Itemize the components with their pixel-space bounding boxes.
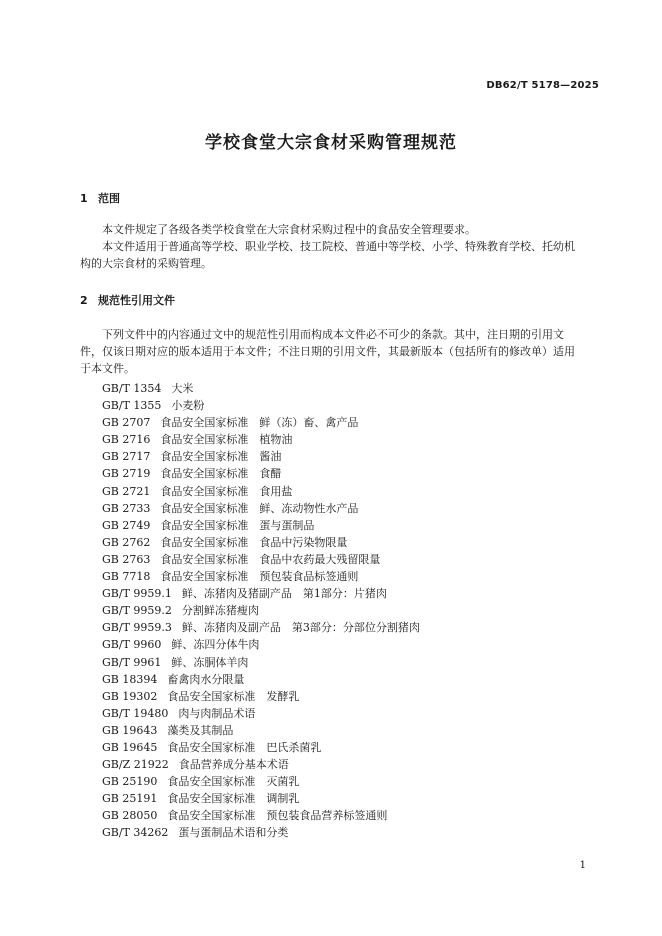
reference-title: 食品安全国家标准 蛋与蛋制品	[160, 518, 315, 532]
reference-code: GB/Z 21922	[102, 758, 169, 772]
reference-title: 鲜、冻猪肉及猪副产品 第1部分：片猪肉	[181, 587, 387, 601]
reference-item	[102, 824, 420, 841]
document-title: 学校食堂大宗食材采购管理规范	[205, 133, 457, 153]
reference-item	[102, 431, 420, 448]
reference-title: 食品安全国家标准 食品中污染物限量	[160, 535, 348, 549]
section-1-paragraph-2	[80, 238, 602, 272]
reference-item	[102, 807, 420, 824]
reference-title: 食品安全国家标准 食醋	[160, 467, 282, 481]
reference-title: 食品安全国家标准 预包装食品营养标签通则	[167, 809, 388, 823]
reference-code: GB/T 1354	[102, 382, 162, 395]
section-2-heading	[80, 292, 175, 308]
reference-code: GB 2763	[102, 552, 151, 566]
reference-item	[102, 671, 420, 688]
section-1-title: 范围	[98, 192, 120, 205]
reference-item	[102, 585, 420, 602]
reference-code: GB 2707	[102, 416, 151, 430]
reference-code: GB 25191	[102, 792, 158, 806]
reference-title: 食品安全国家标准 发酵乳	[167, 689, 300, 703]
reference-code: GB 28050	[102, 809, 158, 823]
section-1-number: 1	[80, 192, 88, 205]
section-1-heading	[80, 190, 120, 206]
reference-item	[102, 756, 420, 773]
reference-title: 大米	[171, 382, 194, 395]
reference-title: 食品安全国家标准 鲜、冻动物性水产品	[160, 501, 359, 515]
reference-code: GB 18394	[102, 672, 158, 686]
reference-item	[102, 517, 420, 534]
reference-item	[102, 414, 420, 431]
reference-code: GB/T 9959.1	[102, 587, 172, 601]
reference-title: 食品安全国家标准 食用盐	[160, 484, 293, 498]
reference-code: GB 2749	[102, 518, 151, 532]
reference-item	[102, 380, 420, 397]
reference-item	[102, 688, 420, 705]
reference-title: 畜禽肉水分限量	[167, 672, 245, 686]
reference-item	[102, 654, 420, 671]
reference-code: GB 2719	[102, 467, 151, 481]
reference-title: 鲜、冻猪肉及副产品 第3部分：分部位分割猪肉	[181, 621, 420, 635]
reference-code: GB/T 9961	[102, 655, 162, 669]
reference-item	[102, 773, 420, 790]
reference-code: GB 2762	[102, 535, 151, 549]
reference-item	[102, 722, 420, 739]
paragraph-line: 本文件规定了各级各类学校食堂在大宗食材采购过程中的食品安全管理要求。	[102, 223, 476, 236]
reference-code: GB/T 9959.2	[102, 604, 172, 618]
section-2-intro	[80, 326, 602, 377]
reference-item	[102, 534, 420, 551]
reference-code: GB/T 19480	[102, 706, 169, 720]
reference-title: 食品安全国家标准 鲜（冻）畜、禽产品	[160, 416, 359, 430]
reference-item	[102, 551, 420, 568]
reference-code: GB 19643	[102, 723, 158, 737]
reference-code: GB/T 9959.3	[102, 621, 172, 635]
reference-code: GB 7718	[102, 570, 151, 584]
reference-code: GB 19645	[102, 740, 158, 754]
reference-code: GB 2721	[102, 484, 151, 498]
paragraph-line: 构的大宗食材的采购管理。	[80, 257, 212, 270]
reference-item	[102, 636, 420, 653]
paragraph-line: 下列文件中的内容通过文中的规范性引用而构成本文件必不可少的条款。其中，注日期的引用文	[102, 328, 564, 341]
reference-title: 肉与肉制品术语	[178, 706, 256, 720]
section-2-number: 2	[80, 294, 88, 307]
paragraph-line: 于本文件。	[80, 362, 135, 375]
reference-title: 食品营养成分基本术语	[178, 758, 289, 772]
reference-item	[102, 619, 420, 636]
reference-item	[102, 500, 420, 517]
reference-code: GB 19302	[102, 689, 158, 703]
reference-code: GB 25190	[102, 775, 158, 789]
reference-code: GB 2733	[102, 501, 151, 515]
section-2-title: 规范性引用文件	[98, 294, 175, 307]
reference-title: 鲜、冻四分体牛肉	[171, 638, 260, 652]
reference-item	[102, 397, 420, 414]
reference-title: 食品安全国家标准 食品中农药最大残留限量	[160, 552, 381, 566]
reference-code: GB/T 34262	[102, 826, 169, 840]
reference-item	[102, 483, 420, 500]
reference-title: 食品安全国家标准 植物油	[160, 433, 293, 447]
reference-title: 食品安全国家标准 酱油	[160, 450, 282, 464]
reference-title: 蛋与蛋制品术语和分类	[178, 826, 289, 840]
paragraph-line: 本文件适用于普通高等学校、职业学校、技工院校、普通中等学校、小学、特殊教育学校、托幼机	[102, 240, 575, 253]
reference-item	[102, 602, 420, 619]
reference-item	[102, 739, 420, 756]
reference-code: GB 2716	[102, 433, 151, 447]
reference-item	[102, 568, 420, 585]
reference-title: 分割鲜冻猪瘦肉	[181, 604, 259, 618]
page-number: 1	[579, 860, 586, 871]
reference-title: 小麦粉	[171, 399, 205, 413]
reference-title: 食品安全国家标准 调制乳	[167, 792, 300, 806]
reference-code: GB/T 1355	[102, 399, 162, 413]
reference-title: 食品安全国家标准 巴氏杀菌乳	[167, 740, 322, 754]
reference-title: 鲜、冻胴体羊肉	[171, 655, 249, 669]
reference-code: GB 2717	[102, 450, 151, 464]
reference-title: 藻类及其制品	[167, 723, 234, 737]
reference-title: 食品安全国家标准 灭菌乳	[167, 775, 300, 789]
reference-item	[102, 705, 420, 722]
normative-references-list	[102, 380, 420, 842]
reference-title: 食品安全国家标准 预包装食品标签通则	[160, 570, 359, 584]
doc-code: DB62/T 5178—2025	[486, 80, 599, 91]
reference-code: GB/T 9960	[102, 638, 162, 652]
section-1-paragraph-1	[80, 221, 602, 238]
reference-item	[102, 790, 420, 807]
paragraph-line: 件，仅该日期对应的版本适用于本文件；不注日期的引用文件，其最新版本（包括所有的修改单）适用	[80, 345, 575, 358]
reference-item	[102, 465, 420, 482]
reference-item	[102, 448, 420, 465]
